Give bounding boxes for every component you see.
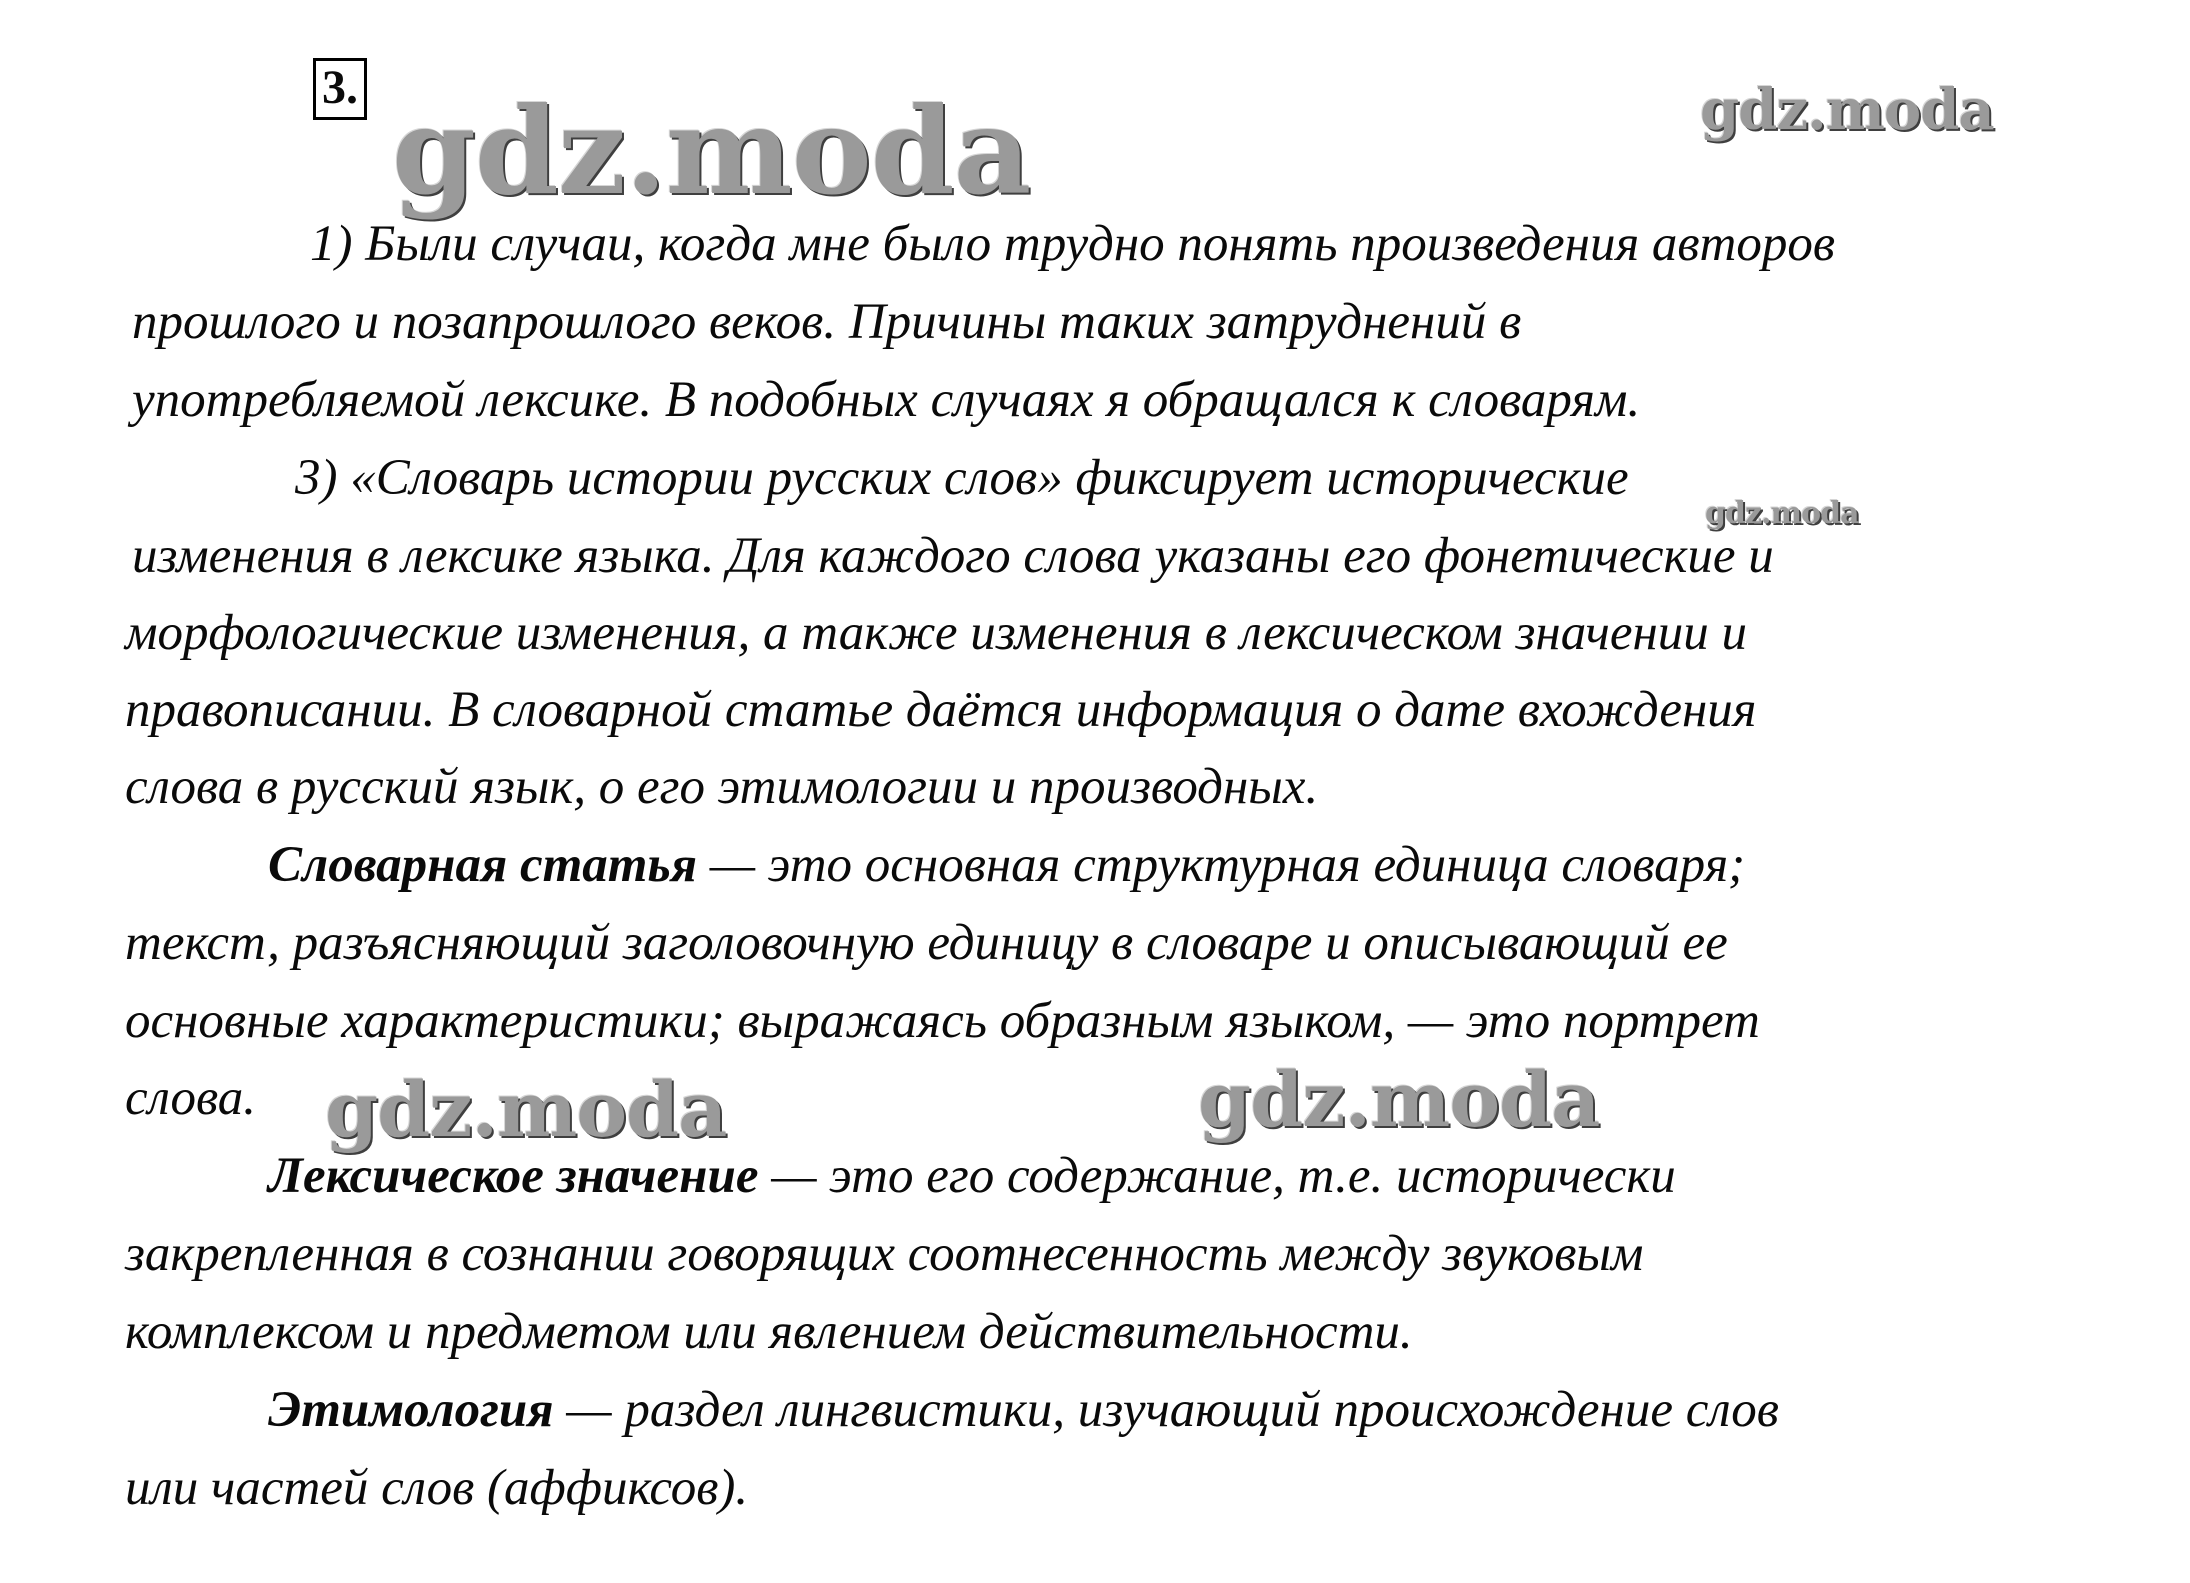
definition-line: текст, разъясняющий заголовочную единицу в словаре и описывающий ее [125,915,1728,971]
definition-term: Лексическое значение [268,1148,759,1204]
definition-term: Этимология [268,1382,554,1438]
watermark-logo: gdz.moda [1198,1055,1600,1144]
definition-line: комплексом и предметом или явлением действительности. [125,1304,1413,1360]
definition-line: закрепленная в сознании говорящих соотнесенность между звуковым [125,1226,1644,1282]
watermark-logo: gdz.moda [325,1065,727,1154]
definition-line: основные характеристики; выражаясь образным языком, — это портрет [125,993,1760,1049]
definition-first-line [268,835,1745,895]
paragraph-3-line: 3) «Словарь истории русских слов» фиксирует исторические [295,450,1629,506]
definition-line: слова. [125,1070,257,1126]
definition-term: Словарная статья [268,837,698,893]
paragraph-1-line: прошлого и позапрошлого веков. Причины таких затруднений в [132,294,1522,350]
paragraph-3-line: слова в русский язык, о его этимологии и производных. [125,759,1319,815]
watermark-logo: gdz.moda [1700,77,1994,143]
paragraph-1-line: 1) Были случаи, когда мне было трудно понять произведения авторов [310,216,1836,272]
definition-first-line [268,1146,1676,1206]
paragraph-1-line: употребляемой лексике. В подобных случаях я обращался к словарям. [132,372,1641,428]
definition-text: — это основная структурная единица словаря; [697,837,1746,893]
paragraph-3-line: морфологические изменения, а также изменения в лексическом значении и [125,605,1748,661]
paragraph-3-line: изменения в лексике языка. Для каждого слова указаны его фонетические и [132,528,1774,584]
definition-line: или частей слов (аффиксов). [125,1460,749,1516]
watermark-logo: gdz.moda [392,81,1031,222]
paragraph-3-line: правописании. В словарной статье даётся информация о дате вхождения [125,682,1757,738]
task-number-box: 3. [313,58,367,120]
watermark-logo: gdz.moda [1705,496,1859,531]
definition-text: — раздел лингвистики, изучающий происхождение слов [553,1382,1779,1438]
definition-first-line [268,1380,1779,1440]
definition-text: — это его содержание, т.е. исторически [758,1148,1676,1204]
